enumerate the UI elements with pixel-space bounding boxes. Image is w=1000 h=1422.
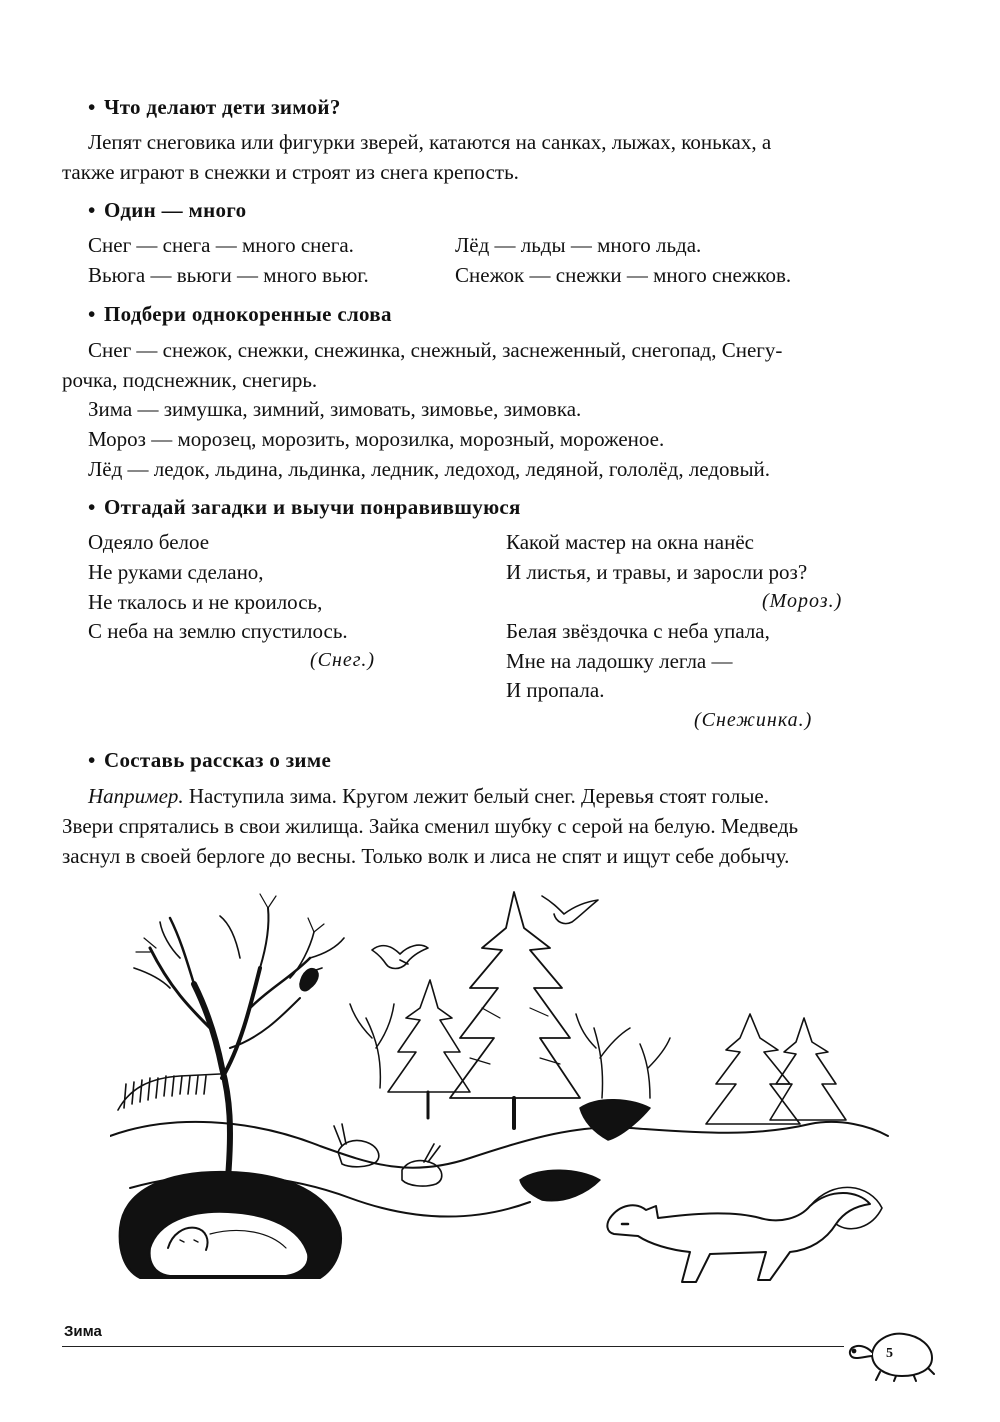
- riddle-line: Какой мастер на окна нанёс: [506, 530, 754, 554]
- riddle-answer: (Снег.): [310, 649, 375, 671]
- bear-den-drawing: [120, 1172, 341, 1278]
- winter-forest-illustration: [110, 888, 890, 1320]
- riddle-line: Не руками сделано,: [88, 560, 264, 584]
- bullet-icon: •: [88, 198, 96, 222]
- paragraph-line: Лепят снеговика или фигурки зверей, катаются на санках, лыжах, коньках, а: [88, 130, 772, 154]
- heading-text: Отгадай загадки и выучи понравившуюся: [104, 495, 521, 519]
- section-heading-winter-kids: [88, 95, 341, 120]
- cognate-line: рочка, подснежник, снегирь.: [62, 368, 318, 392]
- bullet-icon: •: [88, 302, 96, 326]
- riddle-answer: (Мороз.): [762, 590, 843, 612]
- fence-drawing: [118, 1074, 220, 1110]
- perched-bird-drawing: [300, 968, 322, 991]
- section-heading-story: [88, 748, 331, 773]
- story-line: [88, 781, 769, 811]
- riddle-line: Не ткалось и не кроилось,: [88, 590, 323, 614]
- riddle-answer: (Снежинка.): [694, 709, 813, 731]
- cognate-line: Мороз — морозец, морозить, морозилка, морозный, мороженое.: [88, 427, 665, 451]
- riddle-line: Белая звёздочка с неба упала,: [506, 619, 770, 643]
- heading-text: Что делают дети зимой?: [104, 95, 341, 119]
- bullet-icon: •: [88, 748, 96, 772]
- word-form-line: Лёд — льды — много льда.: [455, 233, 702, 257]
- story-text: Наступила зима. Кругом лежит белый снег. Деревья стоят голые.: [188, 784, 769, 808]
- bullet-icon: •: [88, 495, 96, 519]
- story-line: заснул в своей берлоге до весны. Только волк и лиса не спят и ищут себе добычу.: [62, 844, 790, 868]
- bare-tree-drawing: [134, 894, 344, 1178]
- spruce-tree-drawing: [706, 1014, 846, 1124]
- riddle-line: Мне на ладошку легла —: [506, 649, 733, 673]
- page-number: 5: [886, 1346, 893, 1361]
- story-line: Звери спрятались в свои жилища. Зайка сменил шубку с серой на белую. Медведь: [62, 814, 799, 838]
- example-label: Например.: [88, 784, 184, 808]
- riddle-line: С неба на землю спустилось.: [88, 619, 348, 643]
- heading-text: Подбери однокоренные слова: [104, 302, 392, 326]
- word-form-line: Вьюга — вьюги — много вьюг.: [88, 263, 369, 287]
- word-form-line: Снежок — снежки — много снежков.: [455, 263, 792, 287]
- cognate-line: Зима — зимушка, зимний, зимовать, зимовье, зимовка.: [88, 397, 582, 421]
- fox-drawing: [607, 1187, 882, 1282]
- cognate-line: Снег — снежок, снежки, снежинка, снежный, заснеженный, снегопад, Снегу-: [88, 338, 783, 362]
- riddle-line: Одеяло белое: [88, 530, 210, 554]
- heading-text: Составь рассказ о зиме: [104, 748, 332, 772]
- word-form-line: Снег — снега — много снега.: [88, 233, 354, 257]
- section-heading-riddles: [88, 495, 521, 520]
- footer-section-title: Зима: [64, 1323, 102, 1340]
- paragraph-line: также играют в снежки и строят из снега крепость.: [62, 160, 519, 184]
- flying-bird-drawing: [372, 896, 598, 969]
- riddle-line: И листья, и травы, и заросли роз?: [506, 560, 808, 584]
- section-heading-cognates: [88, 302, 392, 327]
- section-heading-one-many: [88, 198, 246, 223]
- riddle-line: И пропала.: [506, 678, 605, 702]
- cognate-line: Лёд — ледок, льдина, льдинка, ледник, ледоход, ледяной, гололёд, ледовый.: [88, 457, 771, 481]
- dark-water-drawing: [520, 1100, 650, 1201]
- hare-drawing: [334, 1124, 442, 1186]
- heading-text: Один — много: [104, 198, 247, 222]
- footer-rule: [62, 1346, 844, 1347]
- bullet-icon: •: [88, 95, 96, 119]
